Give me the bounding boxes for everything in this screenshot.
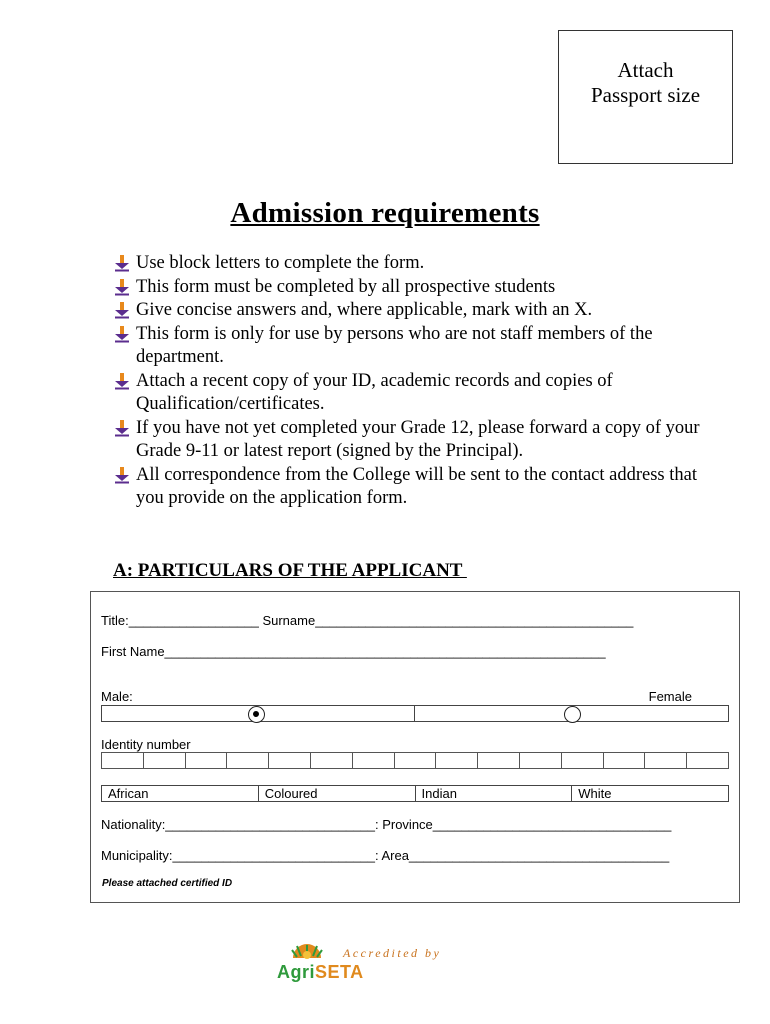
requirement-text: Use block letters to complete the form. — [136, 253, 425, 273]
arrow-bullet-icon — [113, 419, 131, 437]
requirement-text: Give concise answers and, where applicable, mark with an X. — [136, 300, 593, 320]
id-digit-cell[interactable] — [645, 753, 687, 768]
id-digit-cell[interactable] — [102, 753, 144, 768]
applicant-particulars-form — [90, 591, 740, 903]
id-digit-cell[interactable] — [520, 753, 562, 768]
requirements-list — [112, 252, 712, 511]
id-digit-cell[interactable] — [395, 753, 437, 768]
identity-number-input[interactable] — [101, 752, 729, 769]
identity-number-label: Identity number — [101, 737, 191, 752]
municipality-area-field[interactable]: Municipality:____________________________: Area____________________________________ — [101, 848, 670, 863]
id-digit-cell[interactable] — [562, 753, 604, 768]
passport-photo-box — [558, 30, 733, 164]
requirement-text: This form is only for use by persons who are not staff members of the department. — [136, 323, 653, 367]
first-name-field[interactable]: First Name_____________________________________________________________ — [101, 644, 606, 659]
gender-selection-row — [101, 705, 729, 722]
list-item — [112, 252, 712, 276]
arrow-bullet-icon — [113, 301, 131, 319]
title-surname-field[interactable]: Title:__________________ Surname____________________________________________ — [101, 613, 634, 628]
list-item — [112, 299, 712, 323]
arrow-bullet-icon — [113, 325, 131, 343]
list-item — [112, 370, 712, 417]
gender-divider — [414, 706, 415, 721]
id-digit-cell[interactable] — [604, 753, 646, 768]
passport-box-line2: Passport size — [590, 83, 701, 107]
logo-seta-text: SETA — [315, 962, 364, 982]
male-radio[interactable] — [248, 706, 265, 723]
female-label: Female — [648, 689, 692, 704]
race-option-african[interactable]: African — [102, 786, 259, 801]
id-digit-cell[interactable] — [353, 753, 395, 768]
id-digit-cell[interactable] — [311, 753, 353, 768]
id-digit-cell[interactable] — [687, 753, 728, 768]
passport-box-line1: Attach — [617, 58, 674, 82]
id-digit-cell[interactable] — [269, 753, 311, 768]
list-item — [112, 464, 712, 511]
agriseta-logo-text — [277, 962, 364, 983]
nationality-province-field[interactable]: Nationality:_____________________________: Province_________________________________ — [101, 817, 672, 832]
list-item — [112, 323, 712, 370]
arrow-bullet-icon — [113, 278, 131, 296]
section-a-heading: A: PARTICULARS OF THE APPLICANT — [113, 560, 467, 581]
logo-agri-text: Agri — [277, 962, 315, 982]
arrow-bullet-icon — [113, 254, 131, 272]
requirement-text: All correspondence from the College will be sent to the contact address that you provide on the application form. — [136, 464, 697, 508]
female-radio[interactable] — [564, 706, 581, 723]
page-title: Admission requirements — [230, 197, 540, 229]
requirement-text: If you have not yet completed your Grade 12, please forward a copy of your Grade 9-11 or latest report (signed by the Principal). — [136, 417, 700, 461]
race-option-coloured[interactable]: Coloured — [259, 786, 416, 801]
arrow-bullet-icon — [113, 466, 131, 484]
list-item — [112, 276, 712, 300]
race-option-indian[interactable]: Indian — [416, 786, 573, 801]
race-option-white[interactable]: White — [578, 786, 612, 801]
id-digit-cell[interactable] — [186, 753, 228, 768]
requirement-text: Attach a recent copy of your ID, academic records and copies of Qualification/certificates. — [136, 370, 613, 414]
id-digit-cell[interactable] — [436, 753, 478, 768]
male-label: Male: — [101, 689, 133, 704]
id-digit-cell[interactable] — [478, 753, 520, 768]
id-digit-cell[interactable] — [144, 753, 186, 768]
id-digit-cell[interactable] — [227, 753, 269, 768]
race-options-row — [101, 785, 729, 802]
logo-tagline: Accredited by — [343, 946, 442, 960]
arrow-bullet-icon — [113, 372, 131, 390]
requirement-text: This form must be completed by all prospective students — [136, 276, 556, 297]
list-item — [112, 417, 712, 464]
certified-id-note: Please attached certified ID — [102, 878, 233, 889]
radio-selected-dot — [253, 711, 259, 717]
